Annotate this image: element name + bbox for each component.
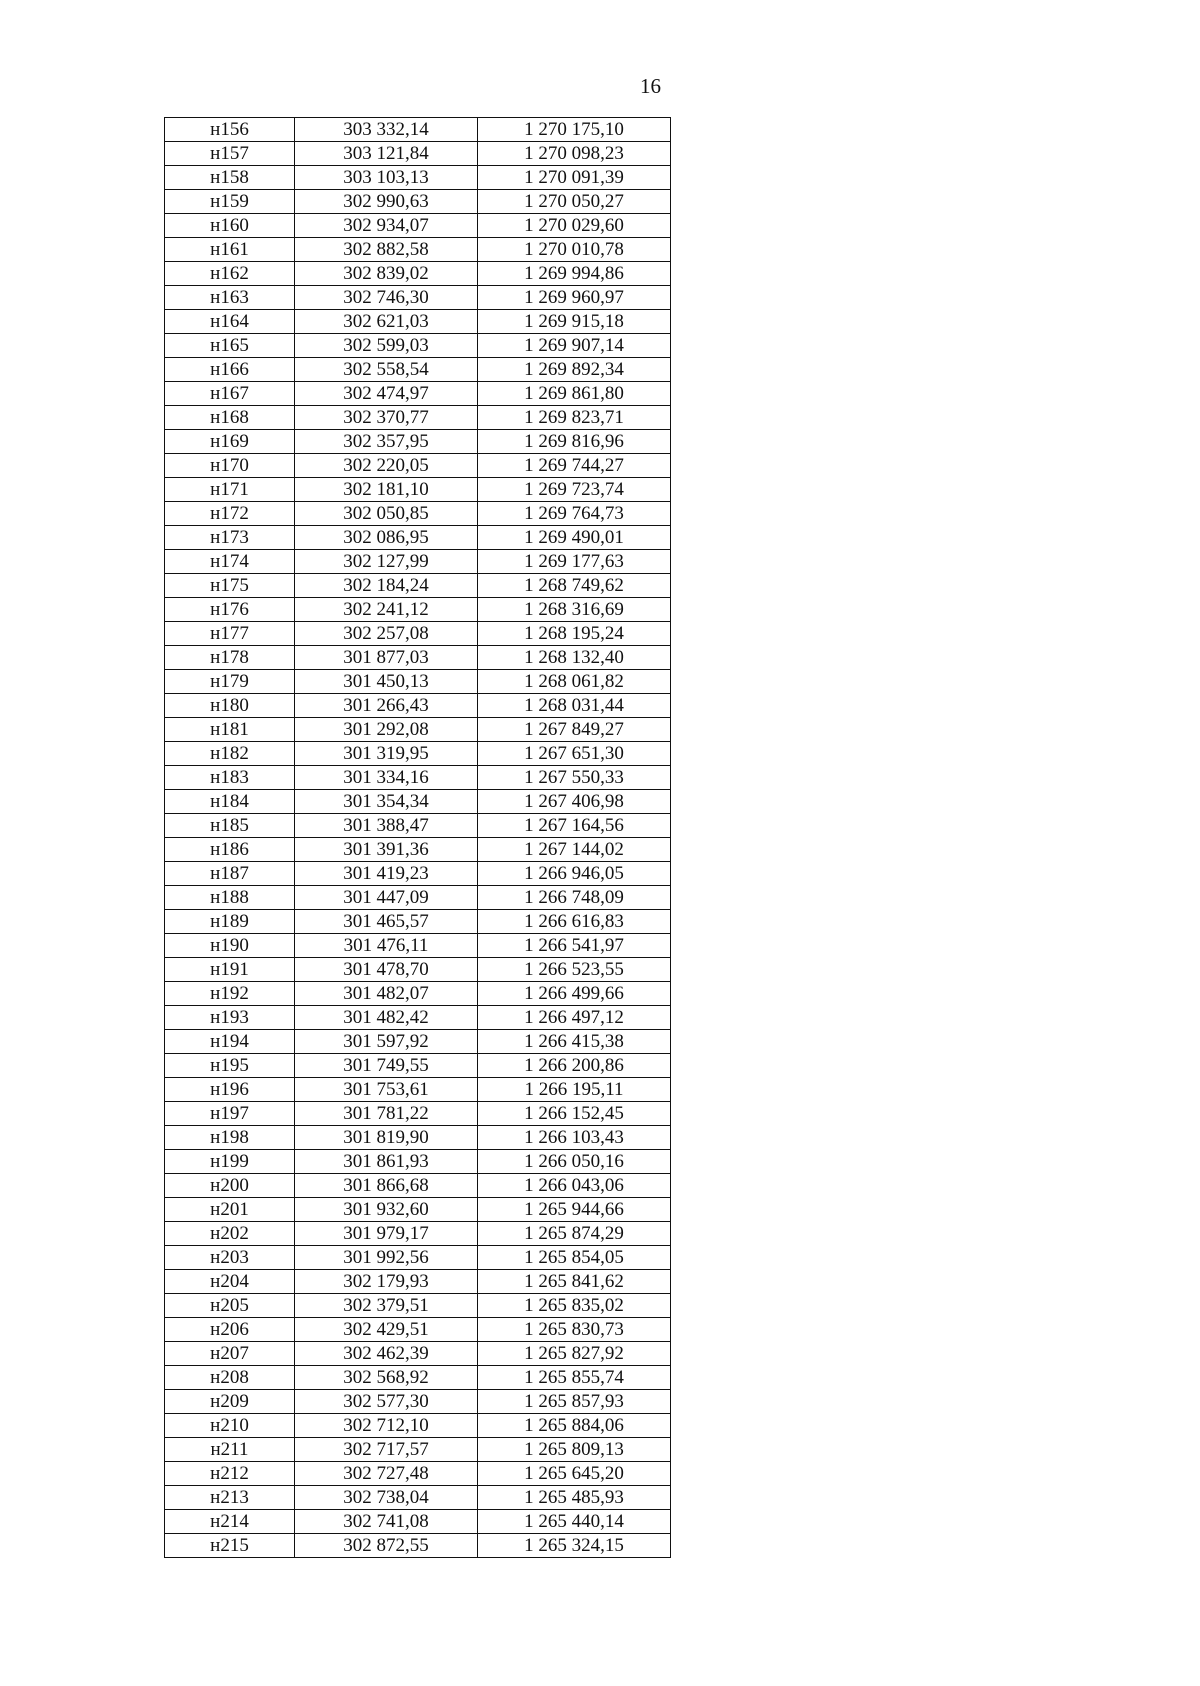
x-coordinate-cell: 301 419,23 <box>295 862 478 886</box>
y-coordinate-cell: 1 265 874,29 <box>478 1222 671 1246</box>
point-id-cell: н163 <box>165 286 295 310</box>
point-id-cell: н196 <box>165 1078 295 1102</box>
table-row <box>165 1054 671 1078</box>
table-row <box>165 1222 671 1246</box>
y-coordinate-cell: 1 266 152,45 <box>478 1102 671 1126</box>
point-id-cell: н182 <box>165 742 295 766</box>
x-coordinate-cell: 302 462,39 <box>295 1342 478 1366</box>
table-row <box>165 1030 671 1054</box>
table-row <box>165 670 671 694</box>
table-row <box>165 382 671 406</box>
point-id-cell: н157 <box>165 142 295 166</box>
y-coordinate-cell: 1 266 200,86 <box>478 1054 671 1078</box>
y-coordinate-cell: 1 265 440,14 <box>478 1510 671 1534</box>
y-coordinate-cell: 1 266 497,12 <box>478 1006 671 1030</box>
table-row <box>165 262 671 286</box>
y-coordinate-cell: 1 267 406,98 <box>478 790 671 814</box>
y-coordinate-cell: 1 265 645,20 <box>478 1462 671 1486</box>
point-id-cell: н180 <box>165 694 295 718</box>
x-coordinate-cell: 301 866,68 <box>295 1174 478 1198</box>
point-id-cell: н183 <box>165 766 295 790</box>
table-row <box>165 1318 671 1342</box>
y-coordinate-cell: 1 266 050,16 <box>478 1150 671 1174</box>
point-id-cell: н193 <box>165 1006 295 1030</box>
table-row <box>165 646 671 670</box>
point-id-cell: н213 <box>165 1486 295 1510</box>
x-coordinate-cell: 302 474,97 <box>295 382 478 406</box>
x-coordinate-cell: 301 819,90 <box>295 1126 478 1150</box>
point-id-cell: н186 <box>165 838 295 862</box>
table-row <box>165 310 671 334</box>
y-coordinate-cell: 1 265 854,05 <box>478 1246 671 1270</box>
table-row <box>165 238 671 262</box>
y-coordinate-cell: 1 269 744,27 <box>478 454 671 478</box>
table-row <box>165 1270 671 1294</box>
point-id-cell: н192 <box>165 982 295 1006</box>
y-coordinate-cell: 1 268 316,69 <box>478 598 671 622</box>
x-coordinate-cell: 302 558,54 <box>295 358 478 382</box>
table-row <box>165 1510 671 1534</box>
x-coordinate-cell: 301 266,43 <box>295 694 478 718</box>
point-id-cell: н191 <box>165 958 295 982</box>
point-id-cell: н164 <box>165 310 295 334</box>
table-row <box>165 1078 671 1102</box>
table-row <box>165 1414 671 1438</box>
point-id-cell: н207 <box>165 1342 295 1366</box>
point-id-cell: н156 <box>165 118 295 142</box>
y-coordinate-cell: 1 269 861,80 <box>478 382 671 406</box>
point-id-cell: н171 <box>165 478 295 502</box>
table-row <box>165 958 671 982</box>
table-row <box>165 1006 671 1030</box>
point-id-cell: н202 <box>165 1222 295 1246</box>
point-id-cell: н159 <box>165 190 295 214</box>
y-coordinate-cell: 1 269 960,97 <box>478 286 671 310</box>
y-coordinate-cell: 1 270 098,23 <box>478 142 671 166</box>
point-id-cell: н185 <box>165 814 295 838</box>
x-coordinate-cell: 301 292,08 <box>295 718 478 742</box>
y-coordinate-cell: 1 269 823,71 <box>478 406 671 430</box>
x-coordinate-cell: 303 121,84 <box>295 142 478 166</box>
table-row <box>165 1294 671 1318</box>
y-coordinate-cell: 1 265 855,74 <box>478 1366 671 1390</box>
point-id-cell: н165 <box>165 334 295 358</box>
x-coordinate-cell: 302 839,02 <box>295 262 478 286</box>
x-coordinate-cell: 302 241,12 <box>295 598 478 622</box>
y-coordinate-cell: 1 266 523,55 <box>478 958 671 982</box>
table-row <box>165 838 671 862</box>
y-coordinate-cell: 1 270 175,10 <box>478 118 671 142</box>
table-row <box>165 214 671 238</box>
x-coordinate-cell: 302 086,95 <box>295 526 478 550</box>
y-coordinate-cell: 1 265 485,93 <box>478 1486 671 1510</box>
table-row <box>165 478 671 502</box>
point-id-cell: н210 <box>165 1414 295 1438</box>
x-coordinate-cell: 302 257,08 <box>295 622 478 646</box>
x-coordinate-cell: 302 599,03 <box>295 334 478 358</box>
table-row <box>165 814 671 838</box>
table-row <box>165 622 671 646</box>
y-coordinate-cell: 1 268 195,24 <box>478 622 671 646</box>
table-row <box>165 1534 671 1558</box>
point-id-cell: н172 <box>165 502 295 526</box>
y-coordinate-cell: 1 269 892,34 <box>478 358 671 382</box>
y-coordinate-cell: 1 269 490,01 <box>478 526 671 550</box>
y-coordinate-cell: 1 265 809,13 <box>478 1438 671 1462</box>
table-row <box>165 286 671 310</box>
point-id-cell: н177 <box>165 622 295 646</box>
point-id-cell: н179 <box>165 670 295 694</box>
y-coordinate-cell: 1 266 616,83 <box>478 910 671 934</box>
point-id-cell: н190 <box>165 934 295 958</box>
point-id-cell: н176 <box>165 598 295 622</box>
y-coordinate-cell: 1 266 541,97 <box>478 934 671 958</box>
x-coordinate-cell: 303 103,13 <box>295 166 478 190</box>
y-coordinate-cell: 1 269 177,63 <box>478 550 671 574</box>
y-coordinate-cell: 1 268 061,82 <box>478 670 671 694</box>
point-id-cell: н212 <box>165 1462 295 1486</box>
x-coordinate-cell: 301 354,34 <box>295 790 478 814</box>
point-id-cell: н187 <box>165 862 295 886</box>
x-coordinate-cell: 301 388,47 <box>295 814 478 838</box>
x-coordinate-cell: 301 447,09 <box>295 886 478 910</box>
y-coordinate-cell: 1 266 195,11 <box>478 1078 671 1102</box>
table-row <box>165 1126 671 1150</box>
point-id-cell: н178 <box>165 646 295 670</box>
x-coordinate-cell: 302 738,04 <box>295 1486 478 1510</box>
y-coordinate-cell: 1 270 010,78 <box>478 238 671 262</box>
table-row <box>165 934 671 958</box>
x-coordinate-cell: 301 319,95 <box>295 742 478 766</box>
table-row <box>165 502 671 526</box>
y-coordinate-cell: 1 266 946,05 <box>478 862 671 886</box>
table-row <box>165 1486 671 1510</box>
table-row <box>165 166 671 190</box>
point-id-cell: н215 <box>165 1534 295 1558</box>
point-id-cell: н160 <box>165 214 295 238</box>
table-row <box>165 742 671 766</box>
x-coordinate-cell: 301 753,61 <box>295 1078 478 1102</box>
table-row <box>165 118 671 142</box>
x-coordinate-cell: 301 597,92 <box>295 1030 478 1054</box>
y-coordinate-cell: 1 269 907,14 <box>478 334 671 358</box>
table-row <box>165 598 671 622</box>
table-row <box>165 694 671 718</box>
x-coordinate-cell: 302 577,30 <box>295 1390 478 1414</box>
y-coordinate-cell: 1 265 884,06 <box>478 1414 671 1438</box>
table-row <box>165 790 671 814</box>
x-coordinate-cell: 301 465,57 <box>295 910 478 934</box>
point-id-cell: н162 <box>165 262 295 286</box>
x-coordinate-cell: 302 050,85 <box>295 502 478 526</box>
point-id-cell: н194 <box>165 1030 295 1054</box>
point-id-cell: н170 <box>165 454 295 478</box>
table-row <box>165 910 671 934</box>
table-row <box>165 718 671 742</box>
x-coordinate-cell: 301 749,55 <box>295 1054 478 1078</box>
y-coordinate-cell: 1 267 651,30 <box>478 742 671 766</box>
point-id-cell: н167 <box>165 382 295 406</box>
table-row <box>165 574 671 598</box>
point-id-cell: н161 <box>165 238 295 262</box>
table-row <box>165 1390 671 1414</box>
table-row <box>165 190 671 214</box>
coordinates-table <box>164 117 671 1558</box>
y-coordinate-cell: 1 266 415,38 <box>478 1030 671 1054</box>
y-coordinate-cell: 1 266 499,66 <box>478 982 671 1006</box>
y-coordinate-cell: 1 269 816,96 <box>478 430 671 454</box>
x-coordinate-cell: 301 334,16 <box>295 766 478 790</box>
point-id-cell: н188 <box>165 886 295 910</box>
table-row <box>165 1438 671 1462</box>
table-row <box>165 1102 671 1126</box>
y-coordinate-cell: 1 267 164,56 <box>478 814 671 838</box>
point-id-cell: н181 <box>165 718 295 742</box>
y-coordinate-cell: 1 265 324,15 <box>478 1534 671 1558</box>
x-coordinate-cell: 302 746,30 <box>295 286 478 310</box>
table-row <box>165 430 671 454</box>
point-id-cell: н208 <box>165 1366 295 1390</box>
point-id-cell: н211 <box>165 1438 295 1462</box>
x-coordinate-cell: 302 220,05 <box>295 454 478 478</box>
point-id-cell: н158 <box>165 166 295 190</box>
x-coordinate-cell: 301 932,60 <box>295 1198 478 1222</box>
point-id-cell: н174 <box>165 550 295 574</box>
x-coordinate-cell: 303 332,14 <box>295 118 478 142</box>
point-id-cell: н184 <box>165 790 295 814</box>
point-id-cell: н203 <box>165 1246 295 1270</box>
point-id-cell: н168 <box>165 406 295 430</box>
x-coordinate-cell: 302 934,07 <box>295 214 478 238</box>
y-coordinate-cell: 1 265 830,73 <box>478 1318 671 1342</box>
point-id-cell: н166 <box>165 358 295 382</box>
y-coordinate-cell: 1 265 827,92 <box>478 1342 671 1366</box>
table-row <box>165 526 671 550</box>
table-row <box>165 1150 671 1174</box>
point-id-cell: н214 <box>165 1510 295 1534</box>
table-row <box>165 334 671 358</box>
coordinates-table-body <box>165 118 671 1558</box>
table-row <box>165 1198 671 1222</box>
x-coordinate-cell: 302 181,10 <box>295 478 478 502</box>
y-coordinate-cell: 1 265 857,93 <box>478 1390 671 1414</box>
x-coordinate-cell: 302 727,48 <box>295 1462 478 1486</box>
x-coordinate-cell: 302 568,92 <box>295 1366 478 1390</box>
y-coordinate-cell: 1 267 550,33 <box>478 766 671 790</box>
point-id-cell: н200 <box>165 1174 295 1198</box>
point-id-cell: н209 <box>165 1390 295 1414</box>
x-coordinate-cell: 302 127,99 <box>295 550 478 574</box>
y-coordinate-cell: 1 266 748,09 <box>478 886 671 910</box>
y-coordinate-cell: 1 269 764,73 <box>478 502 671 526</box>
x-coordinate-cell: 301 476,11 <box>295 934 478 958</box>
x-coordinate-cell: 302 357,95 <box>295 430 478 454</box>
point-id-cell: н206 <box>165 1318 295 1342</box>
table-row <box>165 358 671 382</box>
point-id-cell: н173 <box>165 526 295 550</box>
y-coordinate-cell: 1 269 915,18 <box>478 310 671 334</box>
y-coordinate-cell: 1 270 091,39 <box>478 166 671 190</box>
point-id-cell: н197 <box>165 1102 295 1126</box>
table-row <box>165 982 671 1006</box>
point-id-cell: н169 <box>165 430 295 454</box>
y-coordinate-cell: 1 269 994,86 <box>478 262 671 286</box>
x-coordinate-cell: 301 877,03 <box>295 646 478 670</box>
table-row <box>165 1366 671 1390</box>
x-coordinate-cell: 301 482,42 <box>295 1006 478 1030</box>
y-coordinate-cell: 1 268 749,62 <box>478 574 671 598</box>
x-coordinate-cell: 301 979,17 <box>295 1222 478 1246</box>
table-row <box>165 406 671 430</box>
point-id-cell: н201 <box>165 1198 295 1222</box>
x-coordinate-cell: 301 781,22 <box>295 1102 478 1126</box>
x-coordinate-cell: 301 450,13 <box>295 670 478 694</box>
x-coordinate-cell: 302 621,03 <box>295 310 478 334</box>
y-coordinate-cell: 1 269 723,74 <box>478 478 671 502</box>
x-coordinate-cell: 302 429,51 <box>295 1318 478 1342</box>
y-coordinate-cell: 1 265 835,02 <box>478 1294 671 1318</box>
table-row <box>165 886 671 910</box>
point-id-cell: н205 <box>165 1294 295 1318</box>
y-coordinate-cell: 1 265 841,62 <box>478 1270 671 1294</box>
x-coordinate-cell: 302 184,24 <box>295 574 478 598</box>
x-coordinate-cell: 302 990,63 <box>295 190 478 214</box>
x-coordinate-cell: 301 391,36 <box>295 838 478 862</box>
point-id-cell: н175 <box>165 574 295 598</box>
x-coordinate-cell: 302 379,51 <box>295 1294 478 1318</box>
y-coordinate-cell: 1 270 050,27 <box>478 190 671 214</box>
y-coordinate-cell: 1 270 029,60 <box>478 214 671 238</box>
table-row <box>165 1462 671 1486</box>
table-row <box>165 766 671 790</box>
table-row <box>165 550 671 574</box>
table-row <box>165 1342 671 1366</box>
point-id-cell: н189 <box>165 910 295 934</box>
point-id-cell: н199 <box>165 1150 295 1174</box>
table-row <box>165 142 671 166</box>
page-number: 16 <box>640 74 661 98</box>
table-row <box>165 862 671 886</box>
x-coordinate-cell: 302 872,55 <box>295 1534 478 1558</box>
x-coordinate-cell: 302 712,10 <box>295 1414 478 1438</box>
table-row <box>165 1246 671 1270</box>
x-coordinate-cell: 302 717,57 <box>295 1438 478 1462</box>
table-row <box>165 454 671 478</box>
y-coordinate-cell: 1 268 132,40 <box>478 646 671 670</box>
point-id-cell: н195 <box>165 1054 295 1078</box>
point-id-cell: н204 <box>165 1270 295 1294</box>
x-coordinate-cell: 302 882,58 <box>295 238 478 262</box>
x-coordinate-cell: 301 478,70 <box>295 958 478 982</box>
x-coordinate-cell: 302 179,93 <box>295 1270 478 1294</box>
y-coordinate-cell: 1 268 031,44 <box>478 694 671 718</box>
y-coordinate-cell: 1 267 849,27 <box>478 718 671 742</box>
x-coordinate-cell: 302 741,08 <box>295 1510 478 1534</box>
y-coordinate-cell: 1 266 103,43 <box>478 1126 671 1150</box>
y-coordinate-cell: 1 265 944,66 <box>478 1198 671 1222</box>
point-id-cell: н198 <box>165 1126 295 1150</box>
x-coordinate-cell: 302 370,77 <box>295 406 478 430</box>
x-coordinate-cell: 301 861,93 <box>295 1150 478 1174</box>
y-coordinate-cell: 1 267 144,02 <box>478 838 671 862</box>
x-coordinate-cell: 301 992,56 <box>295 1246 478 1270</box>
table-row <box>165 1174 671 1198</box>
x-coordinate-cell: 301 482,07 <box>295 982 478 1006</box>
y-coordinate-cell: 1 266 043,06 <box>478 1174 671 1198</box>
